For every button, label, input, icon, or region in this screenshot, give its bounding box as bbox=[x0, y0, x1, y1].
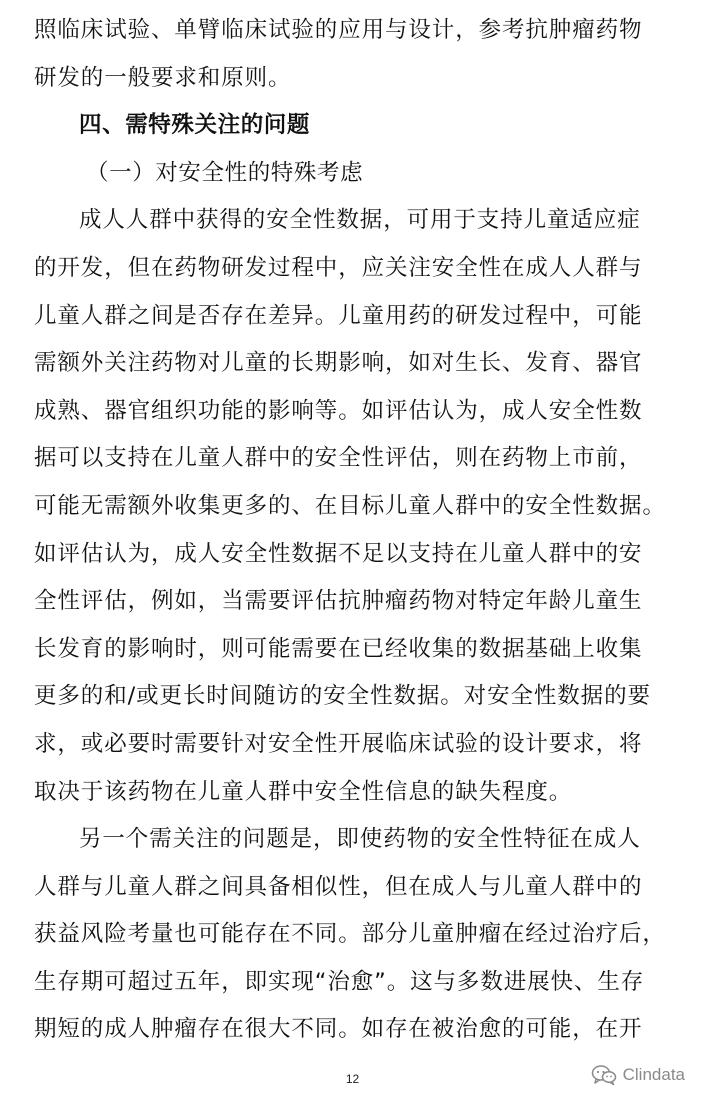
body-line: 更多的和/或更长时间随访的安全性数据。对安全性数据的要 bbox=[34, 683, 651, 710]
body-line: 儿童人群之间是否存在差异。儿童用药的研发过程中，可能 bbox=[34, 302, 643, 329]
document-body bbox=[34, 7, 684, 1054]
body-line: 的开发，但在药物研发过程中，应关注安全性在成人人群与 bbox=[34, 254, 643, 281]
paragraph-first-line: 另一个需关注的问题是，即使药物的安全性特征在成人 bbox=[79, 826, 641, 853]
page-number: 12 bbox=[345, 1072, 360, 1086]
wechat-icon bbox=[591, 1064, 617, 1086]
body-line: 成熟、器官组织功能的影响等。如评估认为，成人安全性数 bbox=[34, 397, 643, 424]
body-line: 求，或必要时需要针对安全性开展临床试验的设计要求，将 bbox=[34, 730, 643, 757]
body-line: 人群与儿童人群之间具备相似性，但在成人与儿童人群中的 bbox=[34, 873, 643, 900]
body-line: 研发的一般要求和原则。 bbox=[34, 64, 292, 91]
body-line: 可能无需额外收集更多的、在目标儿童人群中的安全性数据。 bbox=[34, 492, 666, 519]
body-line: 照临床试验、单臂临床试验的应用与设计，参考抗肿瘤药物 bbox=[34, 17, 643, 43]
body-line: 期短的成人肿瘤存在很大不同。如存在被治愈的可能，在开 bbox=[34, 1016, 643, 1043]
body-line: 如评估认为，成人安全性数据不足以支持在儿童人群中的安 bbox=[34, 540, 643, 567]
section-heading: 四、需特殊关注的问题 bbox=[79, 112, 311, 139]
subsection-heading: （一）对安全性的特殊考虑 bbox=[86, 159, 364, 186]
watermark bbox=[591, 1064, 685, 1086]
body-line: 生存期可超过五年，即实现“治愈”。这与多数进展快、生存 bbox=[34, 968, 645, 995]
body-line: 全性评估，例如，当需要评估抗肿瘤药物对特定年龄儿童生 bbox=[34, 588, 643, 615]
body-line: 获益风险考量也可能存在不同。部分儿童肿瘤在经过治疗后， bbox=[34, 921, 666, 948]
body-line: 据可以支持在儿童人群中的安全性评估，则在药物上市前， bbox=[34, 445, 643, 472]
body-line: 长发育的影响时，则可能需要在已经收集的数据基础上收集 bbox=[34, 635, 643, 662]
paragraph-first-line: 成人人群中获得的安全性数据，可用于支持儿童适应症 bbox=[79, 207, 641, 234]
body-line: 需额外关注药物对儿童的长期影响，如对生长、发育、器官 bbox=[34, 350, 643, 377]
watermark-text: Clindata bbox=[622, 1065, 685, 1084]
body-line: 取决于该药物在儿童人群中安全性信息的缺失程度。 bbox=[34, 778, 573, 805]
